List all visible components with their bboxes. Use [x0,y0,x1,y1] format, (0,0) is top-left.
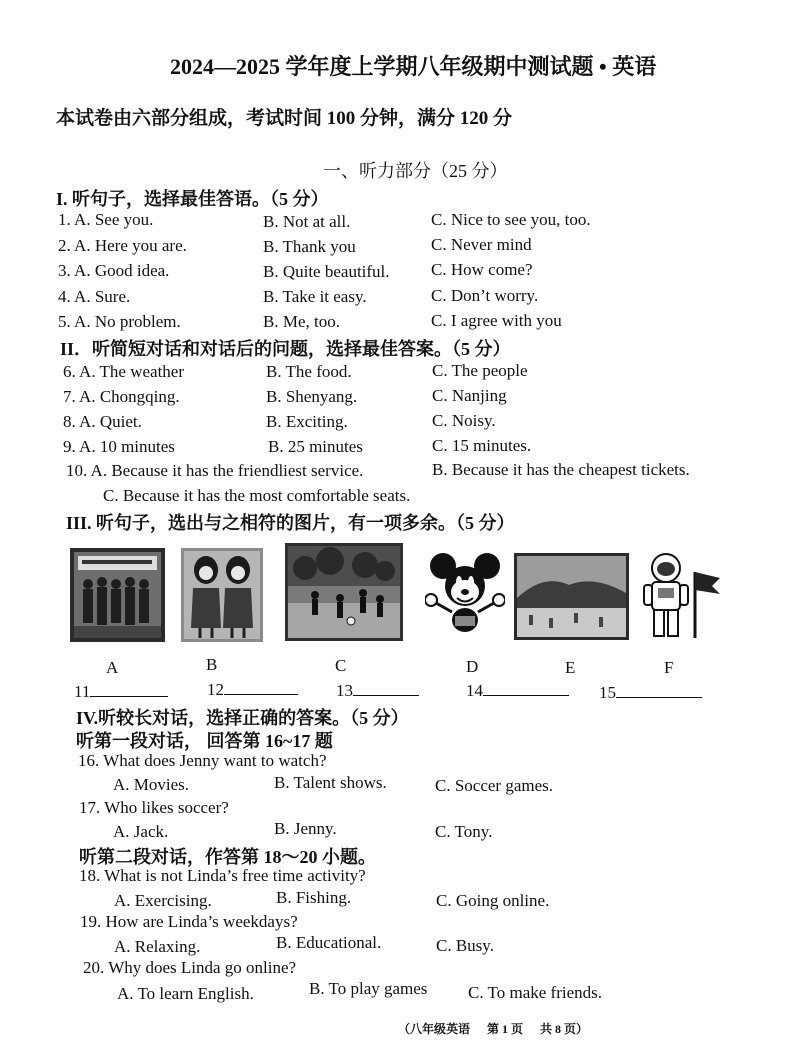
q18-option-a: A. Exercising. [114,891,212,910]
q1-option-b: B. Not at all. [263,212,351,231]
q17-question: 17. Who likes soccer? [79,798,229,817]
q7-option-a: 7. A. Chongqing. [63,387,180,406]
q9-option-c: C. 15 minutes. [432,436,532,455]
q19-question: 19. How are Linda’s weekdays? [80,912,298,931]
q16-question: 16. What does Jenny want to watch? [78,751,327,770]
q1-option-a: 1. A. See you. [58,210,154,229]
mountain-landscape-icon [514,553,629,640]
q17-option-b: B. Jenny. [274,819,337,838]
part4-title: IV.听较长对话，选择正确的答案。（5 分） [76,708,409,728]
group-photo-icon [70,548,165,642]
q19-option-a: A. Relaxing. [114,937,201,956]
q10-option-c: C. Because it has the most comfortable seats. [103,486,411,505]
q9-option-a: 9. A. 10 minutes [63,437,175,456]
dialog1-instruction: 听第一段对话， 回答第 16~17 题 [76,731,333,751]
picture-label-f: F [664,658,674,677]
q16-option-c: C. Soccer games. [435,776,554,795]
dialog2-instruction: 听第二段对话，作答第 18～20 小题。 [79,847,376,867]
q3-option-c: C. How come? [431,260,533,279]
two-girls-icon [181,548,263,642]
q9-option-b: B. 25 minutes [268,437,363,456]
mickey-mouse-icon [425,550,505,636]
q18-option-c: C. Going online. [436,891,550,910]
q20-option-c: C. To make friends. [468,983,602,1002]
q4-option-b: B. Take it easy. [263,287,367,306]
q10-option-a: 10. A. Because it has the friendliest service. [66,461,364,480]
answer-blank-15[interactable]: 15 [599,683,702,703]
q1-option-c: C. Nice to see you, too. [431,210,591,229]
q7-option-b: B. Shenyang. [266,387,358,406]
q20-option-a: A. To learn English. [117,984,254,1003]
page-title: 2024—2025 学年度上学期八年级期中测试题 • 英语 [170,54,657,79]
answer-blank-13[interactable]: 13 [336,681,419,701]
picture-label-b: B [206,655,218,674]
q7-option-c: C. Nanjing [432,386,507,405]
picture-label-e: E [565,658,576,677]
q2-option-c: C. Never mind [431,235,532,254]
q3-option-a: 3. A. Good idea. [58,261,170,280]
footer-subject: （八年级英语 [398,1022,471,1036]
exam-intro: 本试卷由六部分组成，考试时间 100 分钟，满分 120 分 [56,108,513,129]
q8-option-c: C. Noisy. [432,411,496,430]
q20-question: 20. Why does Linda go online? [83,958,297,977]
q19-option-b: B. Educational. [276,933,382,952]
footer-total-pages: 共 8 页） [540,1022,589,1036]
q8-option-b: B. Exciting. [266,412,348,431]
q17-option-a: A. Jack. [113,822,169,841]
q19-option-c: C. Busy. [436,936,494,955]
q5-option-b: B. Me, too. [263,312,340,331]
q10-option-b: B. Because it has the cheapest tickets. [432,460,690,479]
q5-option-c: C. I agree with you [431,311,562,330]
answer-blank-12[interactable]: 12 [207,680,298,700]
picture-label-d: D [466,657,479,676]
part2-title: II．听简短对话和对话后的问题，选择最佳答案。（5 分） [60,339,511,359]
part1-title: I. 听句子，选择最佳答语。（5 分） [56,189,329,209]
q6-option-a: 6. A. The weather [63,362,185,381]
answer-blank-14[interactable]: 14 [466,681,569,701]
q16-option-a: A. Movies. [113,775,190,794]
q6-option-b: B. The food. [266,362,352,381]
answer-blank-11[interactable]: 11 [74,682,168,702]
part3-title: III. 听句子，选出与之相符的图片，有一项多余。（5 分） [66,513,515,533]
q4-option-a: 4. A. Sure. [58,287,131,306]
q4-option-c: C. Don’t worry. [431,286,539,305]
playground-icon [285,543,403,641]
section-listening-title: 一、听力部分（25 分） [323,161,508,181]
q20-option-b: B. To play games [309,979,428,998]
page-footer [398,1020,602,1037]
q18-option-b: B. Fishing. [276,888,352,907]
q17-option-c: C. Tony. [435,822,493,841]
astronaut-flag-icon [640,550,725,642]
picture-label-a: A [106,658,119,677]
q6-option-c: C. The people [432,361,528,380]
q18-question: 18. What is not Linda’s free time activity? [79,866,366,885]
q5-option-a: 5. A. No problem. [58,312,181,331]
q2-option-a: 2. A. Here you are. [58,236,187,255]
q16-option-b: B. Talent shows. [274,773,387,792]
q3-option-b: B. Quite beautiful. [263,262,390,281]
footer-page-number: 第 1 页 [487,1022,524,1036]
q2-option-b: B. Thank you [263,237,356,256]
picture-label-c: C [335,656,347,675]
q8-option-a: 8. A. Quiet. [63,412,142,431]
